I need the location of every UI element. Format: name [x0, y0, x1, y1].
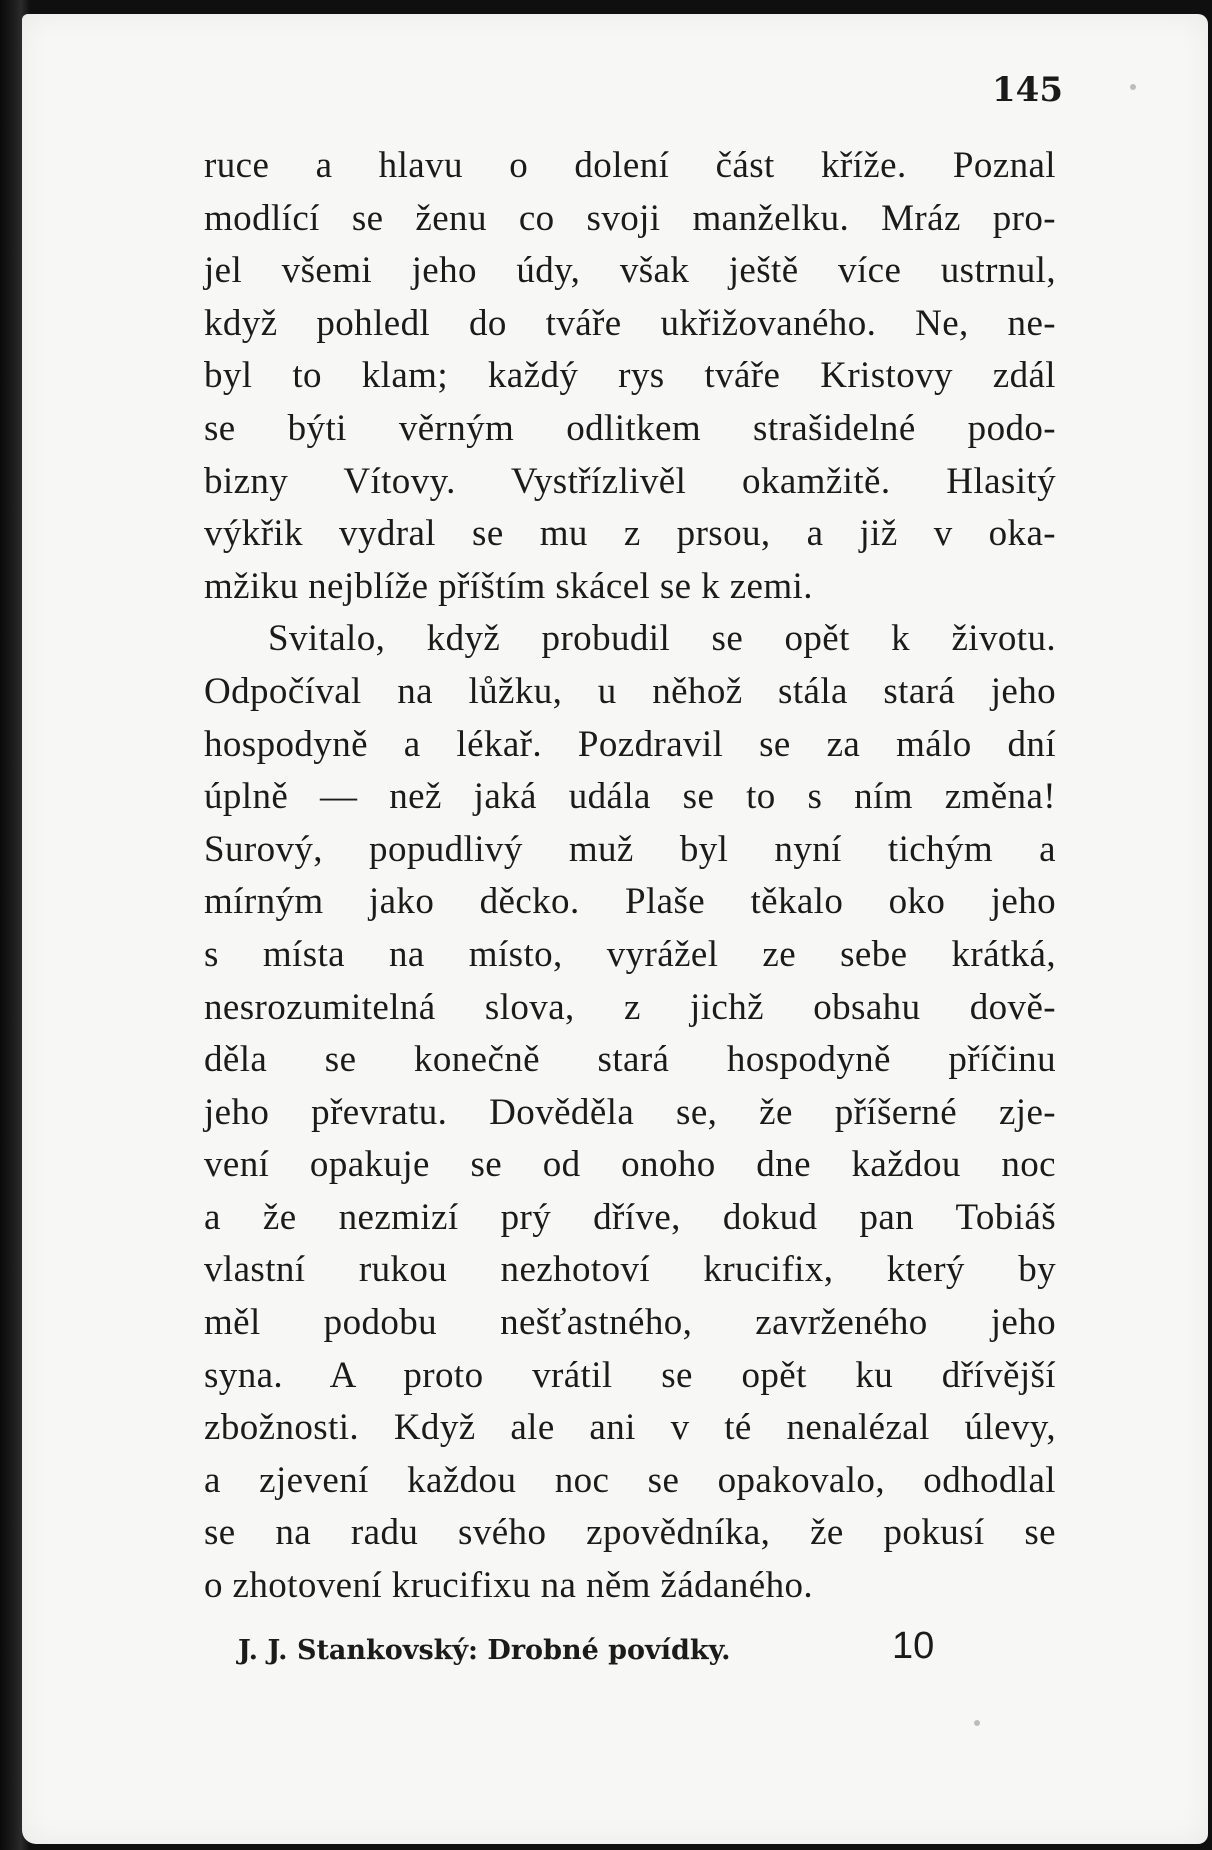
sheet-number: 10 — [892, 1625, 935, 1667]
text-line: hospodyně a lékař. Pozdravil se za málo dní — [204, 723, 1056, 765]
text-line: s místa na místo, vyrážel ze sebe krátká, — [204, 933, 1056, 975]
text-line: a zjevení každou noc se opakovalo, odhodlal — [204, 1459, 1056, 1501]
text-line: vlastní rukou nezhotoví krucifix, který by — [204, 1249, 1056, 1291]
page-number: 145 — [992, 70, 1063, 110]
text-line: se na radu svého zpovědníka, že pokusí se — [204, 1512, 1056, 1554]
text-line: syna. A proto vrátil se opět ku dřívější — [204, 1354, 1056, 1396]
text-line: výkřik vydral se mu z prsou, a již v oka- — [204, 513, 1056, 555]
paper-speck — [1130, 84, 1136, 90]
text-line: děla se konečně stará hospodyně příčinu — [204, 1039, 1056, 1081]
text-line: mžiku nejblíže příštím skácel se k zemi. — [204, 565, 813, 607]
text-line: Surový, popudlivý muž byl nyní tichým a — [204, 828, 1056, 870]
text-line: když pohledl do tváře ukřižovaného. Ne, ne- — [204, 302, 1056, 344]
text-line: bizny Vítovy. Vystřízlivěl okamžitě. Hlasitý — [204, 460, 1056, 502]
text-line: jel všemi jeho údy, však ještě více ustrnul, — [204, 250, 1056, 292]
text-line: a že nezmizí prý dříve, dokud pan Tobiáš — [204, 1196, 1056, 1238]
body-text — [204, 140, 1056, 1613]
text-line: mírným jako děcko. Plaše těkalo oko jeho — [204, 881, 1056, 923]
text-line: byl to klam; každý rys tváře Kristovy zdál — [204, 355, 1056, 397]
text-line: nesrozumitelná slova, z jichž obsahu dově- — [204, 986, 1056, 1028]
paper-speck — [974, 1720, 980, 1726]
text-line: zbožnosti. Když ale ani v té nenalézal úlevy, — [204, 1407, 1056, 1449]
text-line: jeho převratu. Dověděla se, že příšerné zje- — [204, 1091, 1056, 1133]
text-line: vení opakuje se od onoho dne každou noc — [204, 1144, 1056, 1186]
text-line: úplně — než jaká udála se to s ním změna! — [204, 776, 1056, 818]
text-line-paragraph-start: Svitalo, když probudil se opět k životu. — [268, 618, 1056, 660]
text-line: se býti věrným odlitkem strašidelné podo- — [204, 407, 1056, 449]
footer-signature: J. J. Stankovský: Drobné povídky. — [238, 1635, 731, 1666]
text-line: ruce a hlavu o dolení část kříže. Poznal — [204, 145, 1056, 186]
text-line: o zhotovení krucifixu na něm žádaného. — [204, 1565, 814, 1607]
text-line: měl podobu nešťastného, zavrženého jeho — [204, 1302, 1056, 1344]
text-line: modlící se ženu co svoji manželku. Mráz pro- — [204, 197, 1056, 239]
text-line: Odpočíval na lůžku, u něhož stála stará jeho — [204, 670, 1056, 712]
